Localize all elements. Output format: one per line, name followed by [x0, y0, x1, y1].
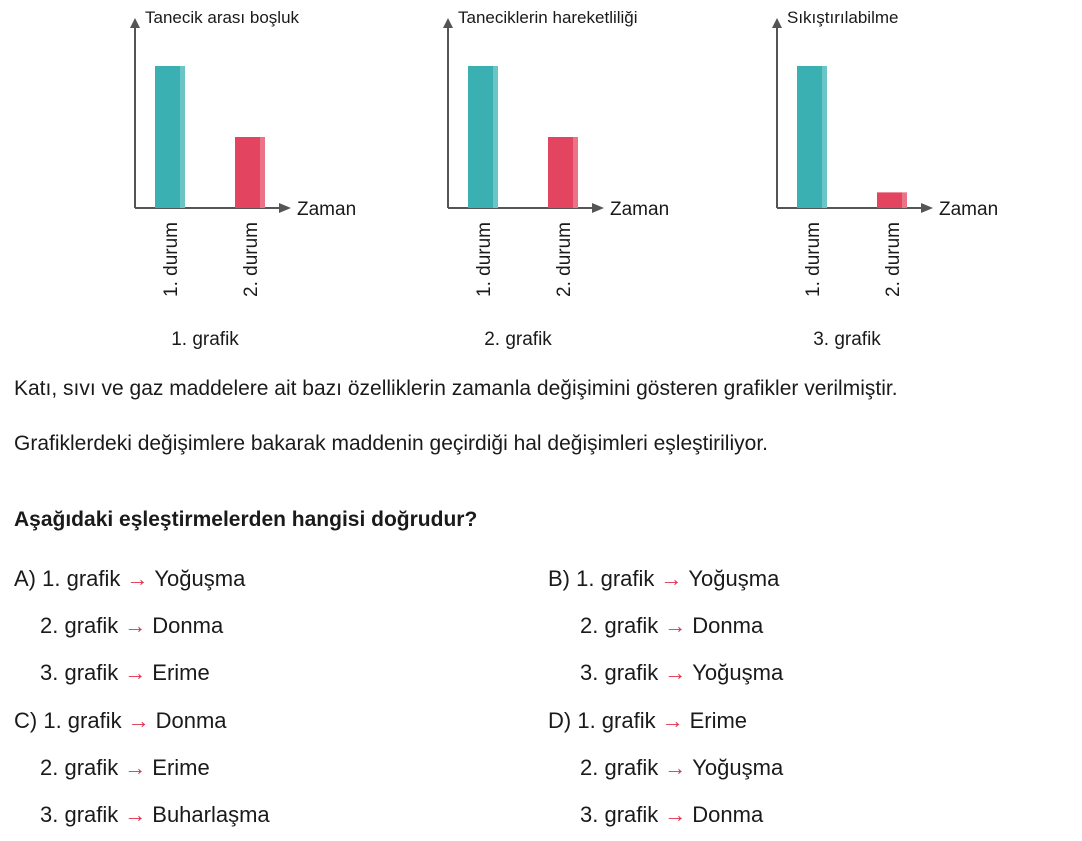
y-axis-arrowhead	[772, 18, 782, 28]
option-a-row	[40, 613, 223, 639]
option-change: Donma	[692, 802, 764, 827]
option-graph: 1. grafik	[577, 708, 656, 733]
option-graph: 1. grafik	[43, 708, 122, 733]
option-a-row[interactable]	[14, 566, 245, 592]
bar-highlight-2	[573, 137, 578, 208]
option-c-row	[40, 755, 210, 781]
arrow-right-icon: →	[664, 613, 687, 638]
arrow-right-icon: →	[124, 660, 147, 685]
option-graph: 1. grafik	[42, 566, 121, 591]
option-graph: 3. grafik	[580, 802, 659, 827]
y-axis-label: Tanecik arası boşluk	[145, 8, 300, 27]
charts-area	[0, 0, 1082, 360]
option-d-row[interactable]	[548, 708, 747, 734]
x-axis-arrowhead	[921, 203, 933, 213]
arrow-right-icon: →	[661, 708, 684, 733]
category-label: 1. durum	[803, 222, 824, 297]
option-graph: 1. grafik	[576, 566, 655, 591]
option-c-row	[40, 802, 270, 828]
arrow-right-icon: →	[664, 802, 687, 827]
arrow-right-icon: →	[127, 708, 150, 733]
option-change: Donma	[155, 708, 227, 733]
option-b-row	[580, 613, 763, 639]
arrow-right-icon: →	[124, 755, 147, 780]
option-change: Yoğuşma	[688, 566, 780, 591]
x-axis-arrowhead	[592, 203, 604, 213]
category-label: 2. durum	[883, 222, 904, 297]
option-graph: 2. grafik	[40, 613, 119, 638]
category-label: 1. durum	[161, 222, 182, 297]
bar-highlight-2	[902, 192, 907, 208]
x-axis-arrowhead	[279, 203, 291, 213]
option-graph: 3. grafik	[40, 802, 119, 827]
bar-highlight-1	[822, 66, 827, 208]
option-change: Erime	[152, 755, 210, 780]
x-axis-label: Zaman	[610, 199, 670, 220]
option-graph: 3. grafik	[580, 660, 659, 685]
option-graph: 2. grafik	[40, 755, 119, 780]
option-letter: C)	[14, 708, 44, 733]
bar-highlight-1	[180, 66, 185, 208]
instruction-text: Grafiklerdeki değişimlere bakarak maddenin geçirdiği hal değişimleri eşleştiriliyor.	[14, 432, 768, 455]
intro-text: Katı, sıvı ve gaz maddelere ait bazı özelliklerin zamanla değişimini gösteren grafikler verilmiştir.	[14, 377, 898, 400]
x-axis-label: Zaman	[297, 199, 357, 220]
option-change: Buharlaşma	[152, 802, 270, 827]
option-letter: D)	[548, 708, 578, 733]
chart-caption: 3. grafik	[813, 329, 881, 350]
option-change: Erime	[689, 708, 748, 733]
bar-highlight-2	[260, 137, 265, 208]
option-b-row	[580, 660, 783, 686]
question-text: Aşağıdaki eşleştirmelerden hangisi doğrudur?	[14, 508, 478, 531]
option-change: Erime	[152, 660, 210, 685]
category-label: 1. durum	[474, 222, 495, 297]
y-axis-label: Sıkıştırılabilme	[787, 8, 899, 27]
option-d-row	[580, 802, 763, 828]
arrow-right-icon: →	[664, 755, 687, 780]
arrow-right-icon: →	[664, 660, 687, 685]
option-change: Donma	[692, 613, 764, 638]
chart-caption: 1. grafik	[171, 329, 239, 350]
option-letter: B)	[548, 566, 577, 591]
y-axis-arrowhead	[130, 18, 140, 28]
category-label: 2. durum	[554, 222, 575, 297]
option-change: Donma	[152, 613, 224, 638]
option-change: Yoğuşma	[692, 660, 784, 685]
chart-caption: 2. grafik	[484, 329, 552, 350]
option-b-row[interactable]	[548, 566, 779, 592]
arrow-right-icon: →	[124, 613, 147, 638]
option-d-row	[580, 755, 783, 781]
option-change: Yoğuşma	[692, 755, 784, 780]
bar-highlight-1	[493, 66, 498, 208]
option-graph: 2. grafik	[580, 755, 659, 780]
y-axis-arrowhead	[443, 18, 453, 28]
option-a-row	[40, 660, 210, 686]
option-change: Yoğuşma	[154, 566, 246, 591]
option-graph: 3. grafik	[40, 660, 119, 685]
option-c-row[interactable]	[14, 708, 227, 734]
category-label: 2. durum	[241, 222, 262, 297]
arrow-right-icon: →	[660, 566, 683, 591]
arrow-right-icon: →	[124, 802, 147, 827]
arrow-right-icon: →	[126, 566, 149, 591]
y-axis-label: Taneciklerin hareketliliği	[458, 8, 638, 27]
option-letter: A)	[14, 566, 43, 591]
x-axis-label: Zaman	[939, 199, 999, 220]
option-graph: 2. grafik	[580, 613, 659, 638]
